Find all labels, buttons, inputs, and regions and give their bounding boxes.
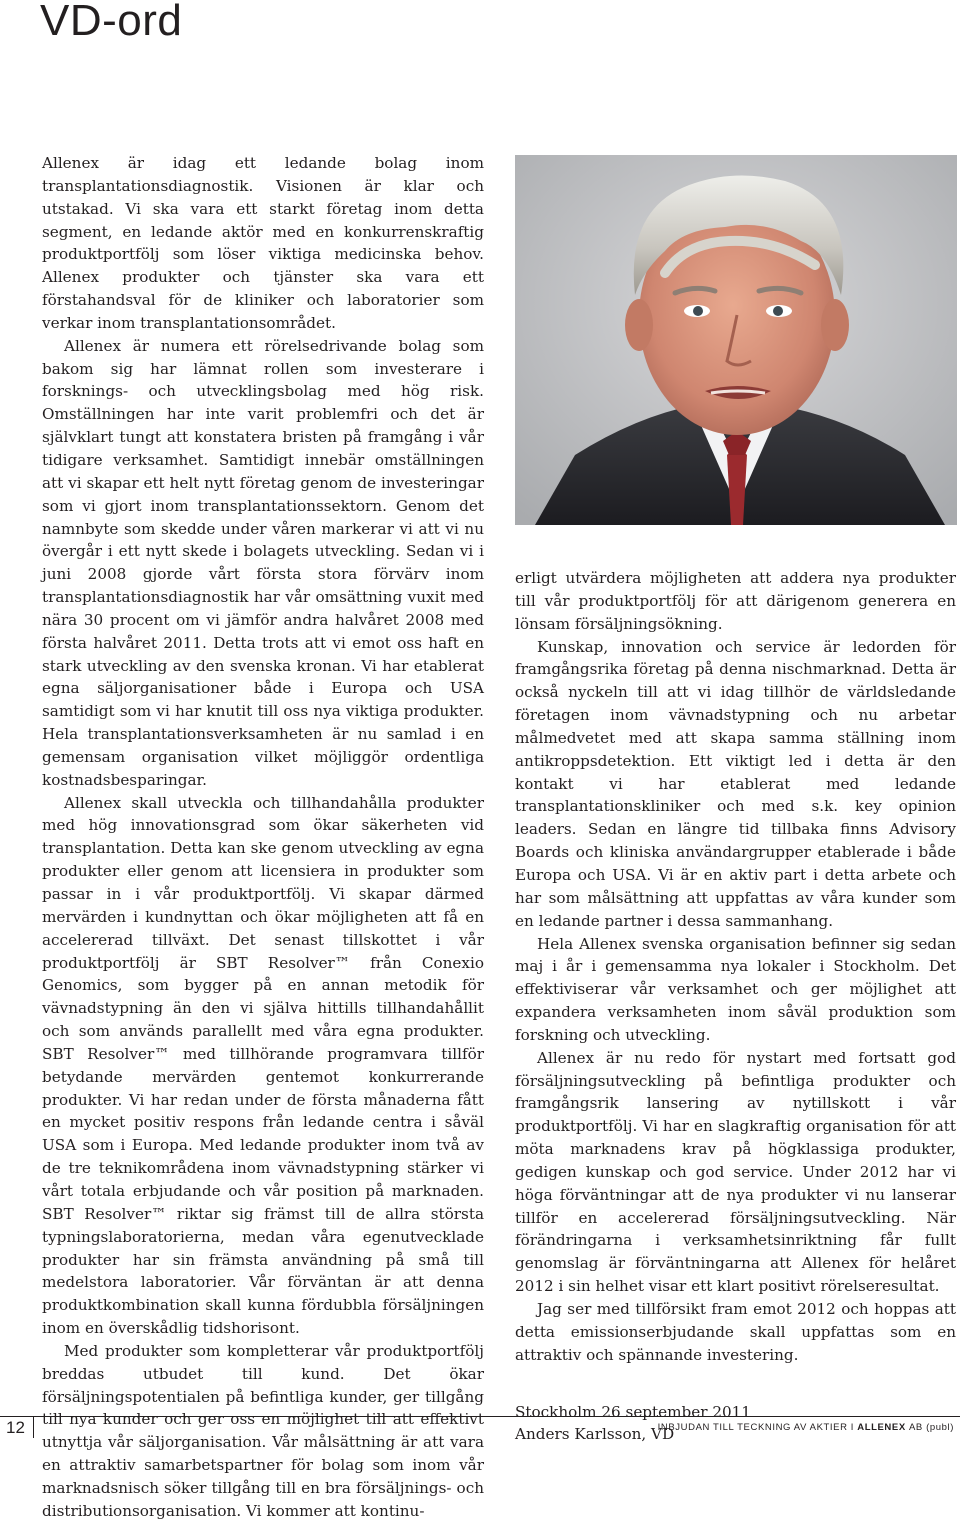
paragraph: Allenex är numera ett rörelsedrivande bolag som bakom sig har lämnat rollen som investerare i forsknings- och utvecklingsbolag med hög risk. Omställningen har inte varit problemfri och det är självklart tungt att konstatera bristen på framgång i vår tidigare verksamhet. Samtidigt innebär omställningen att vi skapar ett helt nytt företag genom de investeringar som vi gjort inom transplantationssektorn. Genom det namnbyte som skedde under våren markerar vi att vi nu övergår i ett nytt skede i bolagets utveckling. Sedan vi i juni 2008 gjorde vårt första stora förvärv inom transplantationsdiagnostik har vår omsättning vuxit med nära 30 procent om vi jämför andra halvåret 2008 med första halvåret 2011. Detta trots att vi emot oss haft en stark utveckling av den svenska kronan. Vi har etablerat egna säljorganisationer både i Europa och USA samtidigt som vi har knutit till oss nya viktiga produkter. Hela transplantationsverksamheten är nu samlad i en gemensam organisation vilket möjliggör ordentliga kostnadsbesparingar. xyxy=(42,336,484,789)
footer-divider xyxy=(0,1416,960,1417)
paragraph: Allenex är idag ett ledande bolag inom transplantationsdiagnostik. Visionen är klar och utstakad. Vi ska vara ett starkt företag inom detta segment, en ledande aktör med en konkurrenskraftig produktportfölj som löser viktiga medicinska behov. Allenex produkter och tjänster ska vara ett förstahandsval för de kliniker och laboratorier som verkar inom transplantationsområdet. xyxy=(42,154,484,332)
left-text-column xyxy=(42,152,484,1523)
paragraph: Jag ser med tillförsikt fram emot 2012 och hoppas att detta emissionserbjudande skall uppfattas som en attraktiv och spännande investering. xyxy=(515,1300,956,1364)
signature-place-date: Stockholm 26 september 2011 xyxy=(515,1402,751,1421)
footer-text-tail: AB (publ) xyxy=(908,1422,954,1433)
running-footer xyxy=(658,1419,954,1436)
ceo-portrait-photo xyxy=(515,155,957,525)
paragraph: Med produkter som kompletterar vår produktportfölj breddas utbudet till kund. Det ökar försäljningspotentialen på befintliga kunder, ger tillgång till nya kunder och ger oss en möjlighet till att effektivt utnyttja vår säljorganisation. Vår målsättning är att vara en attraktiv samarbetspartner för bolag som inom vår marknadsnisch söker tillgång till en bra försäljnings- och distributionsorganisation. Vi kommer att kontinu- xyxy=(42,1341,484,1520)
paragraph: Hela Allenex svenska organisation befinner sig sedan maj i år i gemensamma nya lokaler i Stockholm. Det effektiviserar vår verksamhet och ger möjlighet att expandera verksamheten inom såväl produktion som forskning och utveckling. xyxy=(515,934,956,1044)
footer-brand: ALLENEX xyxy=(857,1422,906,1433)
page-number: 12 xyxy=(0,1417,34,1438)
signature-name: Anders Karlsson, VD xyxy=(515,1425,675,1444)
page-title: VD-ord xyxy=(40,0,183,45)
paragraph: Allenex är nu redo för nystart med fortsatt god försäljningsutveckling på befintliga produkter och framgångsrik lansering av nytillskott i vår produktportfölj. Vi har en slagkraftig organisation för att möta marknadens krav på högklassiga produkter, gedigen kunskap och god service. Under 2012 har vi höga förväntningar att de nya produkter vi nu lanserar tillför en accelererad försäljningsutveckling. När förändringarna i verksamhetsinriktning får fullt genomslag är förväntningarna att Allenex för helåret 2012 i sin helhet visar ett klart positivt rörelseresultat. xyxy=(515,1048,956,1296)
portrait-illustration xyxy=(515,155,957,525)
footer-text-lead: INBJUDAN TILL TECKNING AV AKTIER I xyxy=(657,1422,855,1433)
right-text-column xyxy=(515,567,956,1446)
paragraph: erligt utvärdera möjligheten att addera nya produkter till vår produktportfölj för att därigenom generera en lönsam försäljningsökning. xyxy=(515,569,956,633)
paragraph: Kunskap, innovation och service är ledorden för framgångsrika företag på denna nischmarknad. Detta är också nyckeln till att vi idag tillhör de världsledande företagen inom vävnadstypning och nu arbetar målmedvetet med att skapa samma ställning inom antikroppsdetektion. Ett viktigt led i detta är den kontakt vi har etablerat med ledande transplantationskliniker och med s.k. key opinion leaders. Sedan en längre tid tillbaka finns Advisory Boards och kliniska användargrupper etablerade i både Europa och USA. Vi är en aktiv part i detta arbete och har som målsättning att uppfattas av våra kunder som en ledande partner i dessa sammanhang. xyxy=(515,637,956,930)
paragraph: Allenex skall utveckla och tillhandahålla produkter med hög innovationsgrad som ökar säkerheten vid transplantation. Detta kan ske genom utveckling av egna produkter eller genom att licensiera in produkter som passar in i vår produktportfölj. Vi skapar därmed mervärden i kundnyttan och ökar möjligheten att få en accelererad tillväxt. Det senast tillskottet i vår produktportfölj är SBT Resolver™ från Conexio Genomics, som bygger på en annan metodik för vävnadstypning än den vi själva hittills tillhandahållit och som används parallellt med våra egna produkter. SBT Resolver™ med tillhörande programvara tillför betydande mervärden gentemot konkurrerande produkter. Vi har redan under de första månaderna fått en mycket positiv respons från ledande centra i såväl USA som i Europa. Med ledande produkter inom två av de tre teknikområdena inom vävnadstypning stärker vi vårt totala erbjudande och vår position på marknaden. SBT Resolver™ riktar sig främst till de allra största typningslaboratorierna, medan våra egenutvecklade produkter har sin främsta användning på små till medelstora laboratorier. Vår förväntan är att denna produktkombination skall kunna fördubbla försäljningen inom en överskådlig tidshorisont. xyxy=(42,793,484,1338)
